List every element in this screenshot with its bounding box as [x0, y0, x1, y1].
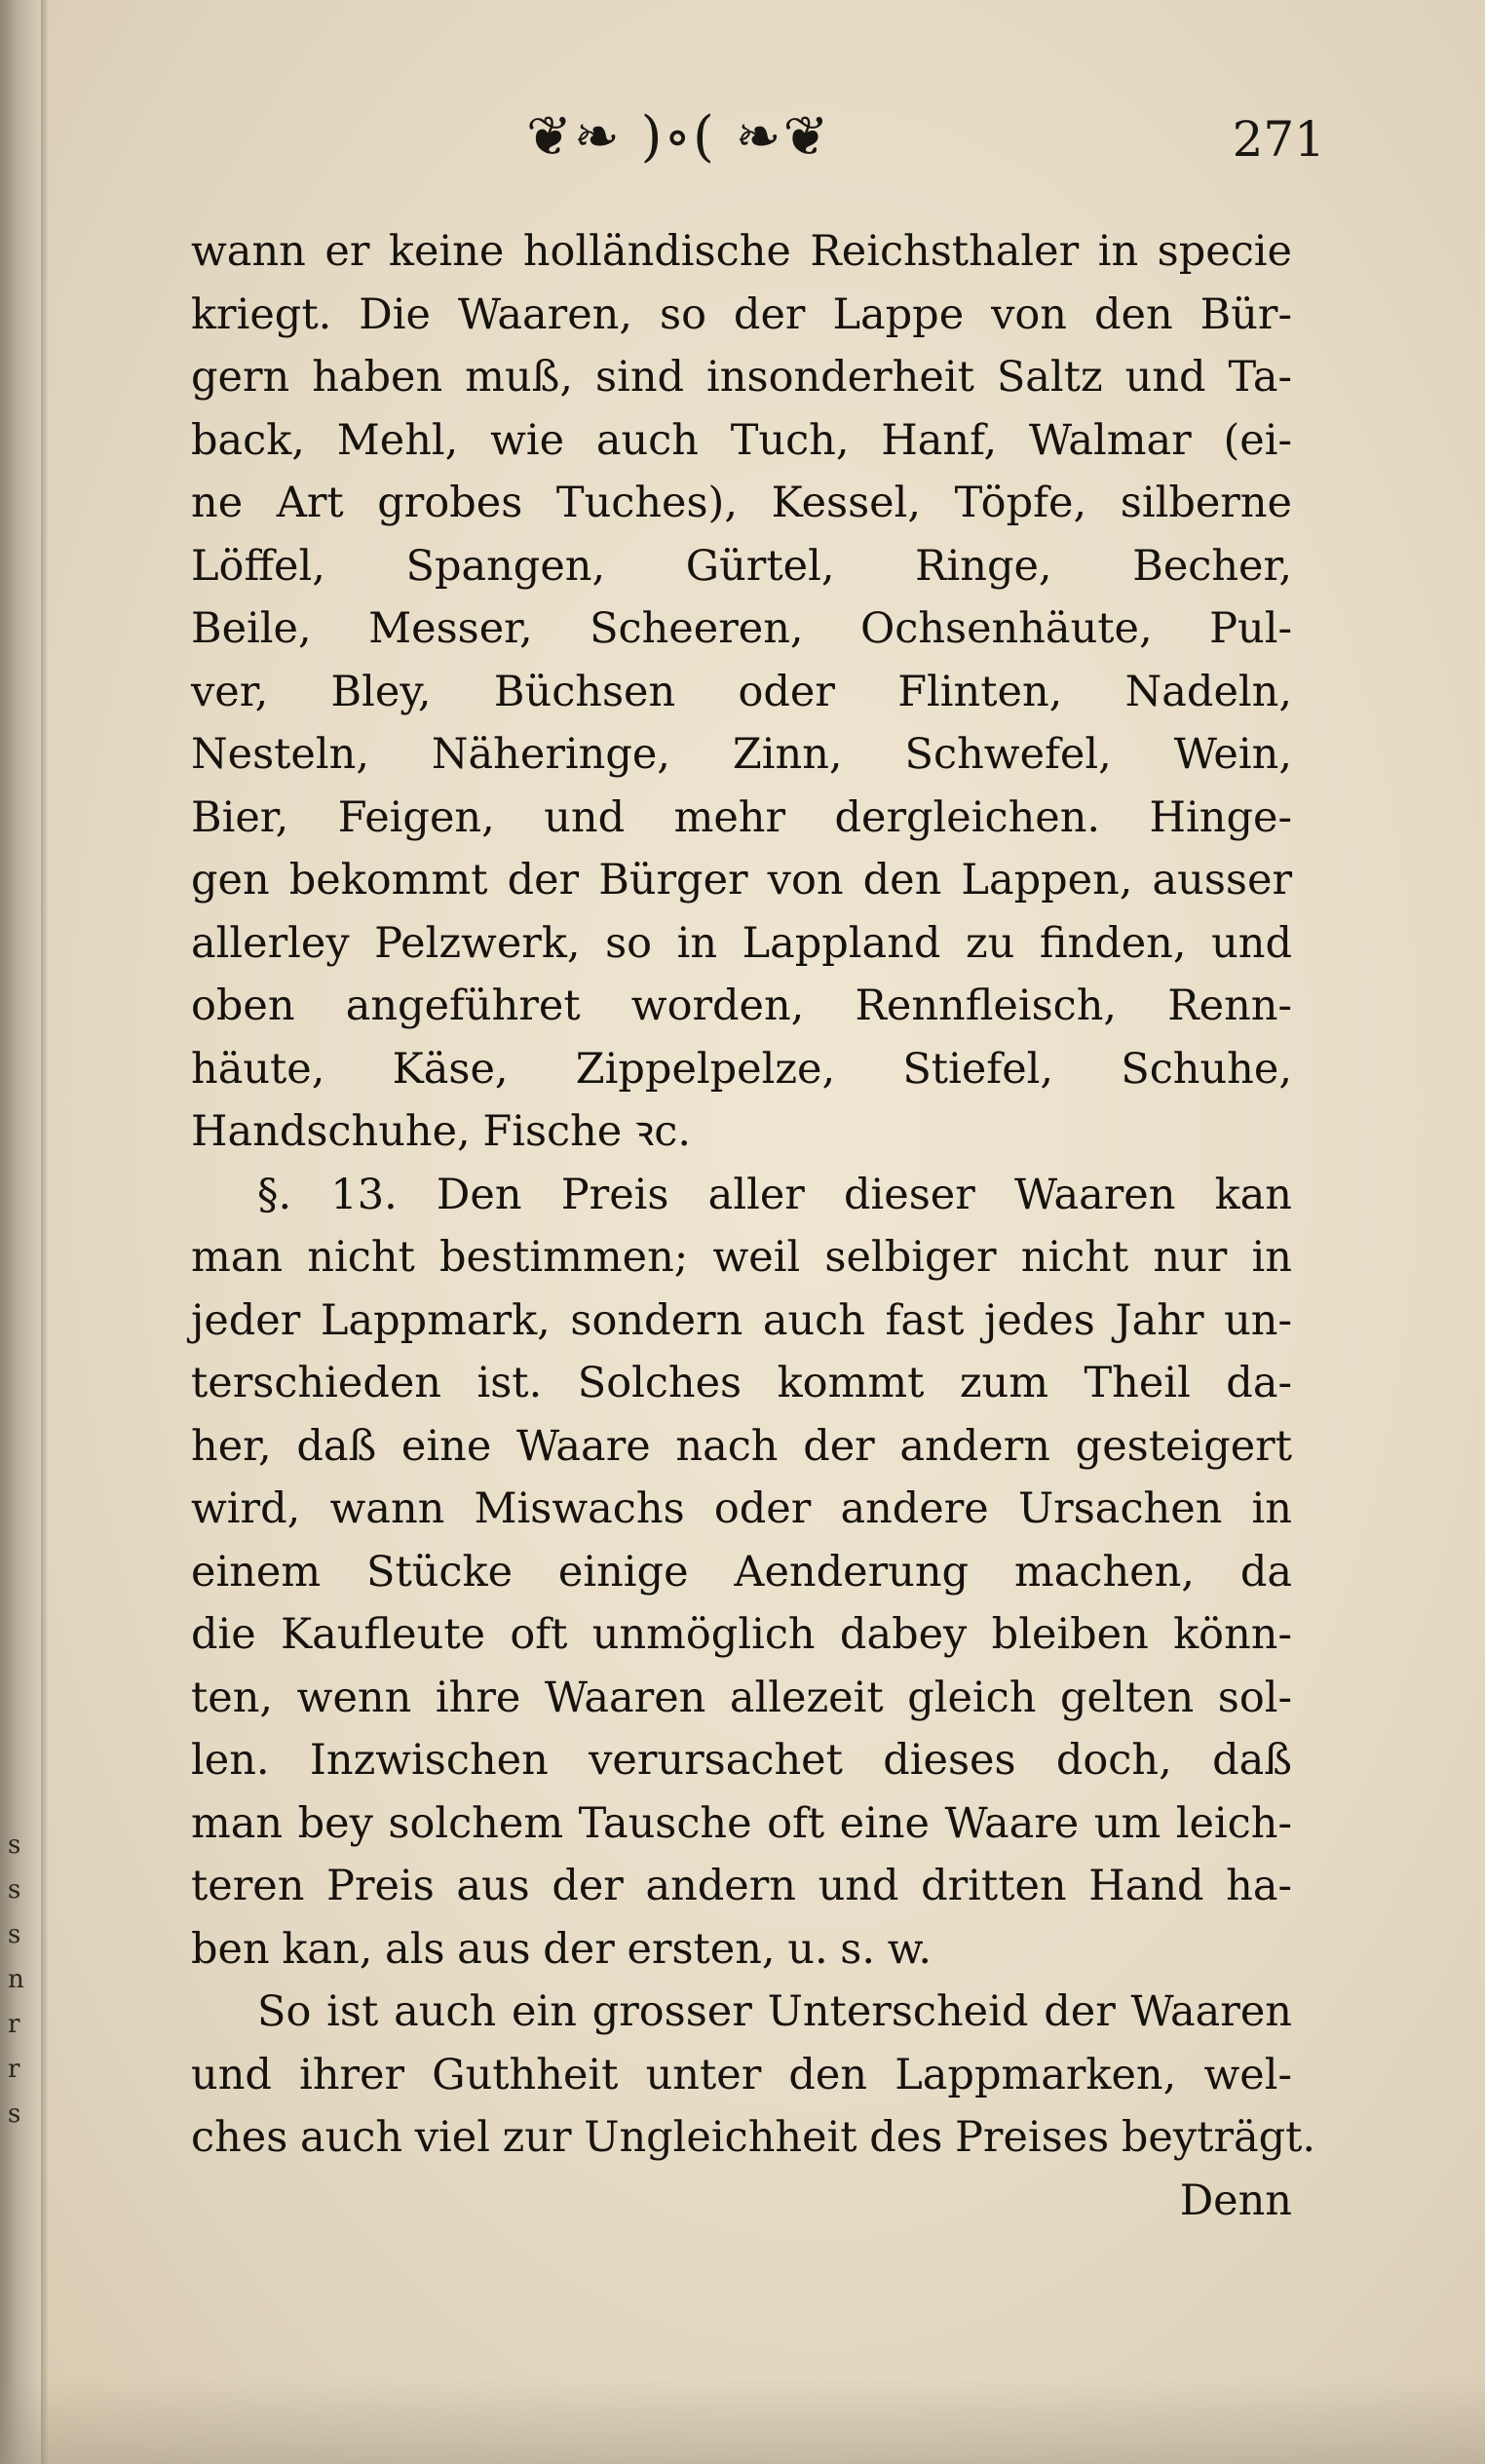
header-ornament: ❦❧ )∘( ❧❦	[526, 105, 831, 169]
text-line: terschieden ist. Solches kommt zum Theil da-	[191, 1359, 1292, 1407]
text-line: ne Art grobes Tuches), Kessel, Töpfe, silberne	[191, 479, 1292, 527]
page-bottom-shadow	[0, 2378, 1485, 2464]
text-line: man bey solchem Tausche oft eine Waare um leich-	[191, 1798, 1292, 1848]
catchword: Denn	[1179, 2175, 1292, 2225]
margin-fragment: s	[8, 2099, 21, 2129]
text-line: gern haben muß, sind insonderheit Saltz und Ta-	[191, 353, 1292, 402]
text-line: ver, Bley, Büchsen oder Flinten, Nadeln,	[191, 667, 1292, 716]
text-line: ten, wenn ihre Waaren allezeit gleich gelten sol-	[191, 1673, 1292, 1722]
section-heading-line: §. 13. Den Preis aller dieser Waaren kan	[257, 1170, 1292, 1219]
running-header	[526, 105, 1325, 183]
facing-page-margin-fragments	[8, 1823, 35, 2137]
margin-fragment: r	[8, 2055, 20, 2084]
text-line: oben angeführet worden, Rennfleisch, Renn-	[191, 982, 1292, 1030]
gutter-shadow	[41, 0, 49, 2464]
text-line: einem Stücke einige Aenderung machen, da	[191, 1547, 1292, 1597]
text-line: Löffel, Spangen, Gürtel, Ringe, Becher,	[191, 541, 1292, 591]
text-line: her, daß eine Waare nach der andern gesteigert	[191, 1421, 1292, 1471]
text-line: ben kan, als aus der ersten, u. s. w.	[191, 1924, 933, 1974]
text-line: die Kaufleute oft unmöglich dabey bleiben könn-	[191, 1610, 1292, 1659]
margin-fragment: r	[8, 2010, 20, 2039]
text-line: len. Inzwischen verursachet dieses doch, daß	[191, 1736, 1292, 1785]
margin-fragment: s	[8, 1920, 21, 1949]
page-number: 271	[1232, 111, 1325, 168]
text-line: häute, Käse, Zippelpelze, Stiefel, Schuhe,	[191, 1044, 1292, 1094]
text-line: teren Preis aus der andern und dritten Hand ha-	[191, 1862, 1292, 1910]
text-line: wird, wann Miswachs oder andere Ursachen in	[191, 1484, 1292, 1533]
text-line: Bier, Feigen, und mehr dergleichen. Hinge-	[191, 792, 1292, 842]
text-line: kriegt. Die Waaren, so der Lappe von den Bür-	[191, 289, 1292, 339]
text-line: und ihrer Guthheit unter den Lappmarken, wel-	[191, 2050, 1292, 2099]
body-text	[191, 220, 1316, 2232]
text-line: Nesteln, Näheringe, Zinn, Schwefel, Wein,	[191, 730, 1292, 779]
text-line: back, Mehl, wie auch Tuch, Hanf, Walmar (ei-	[191, 415, 1292, 465]
text-line: jeder Lappmark, sondern auch fast jedes Jahr un-	[191, 1295, 1292, 1345]
text-line: gen bekommt der Bürger von den Lappen, ausser	[191, 856, 1292, 905]
paragraph-start-line: So ist auch ein grosser Unterscheid der Waaren	[257, 1987, 1292, 2036]
text-line: Beile, Messer, Scheeren, Ochsenhäute, Pul-	[191, 604, 1292, 653]
text-line: ches auch viel zur Ungleichheit des Preises beyträgt.	[191, 2113, 1316, 2162]
margin-fragment: n	[8, 1965, 24, 1994]
text-line: wann er keine holländische Reichsthaler in specie	[191, 227, 1292, 276]
text-line: allerley Pelzwerk, so in Lappland zu finden, und	[191, 918, 1292, 968]
text-line: man nicht bestimmen; weil selbiger nicht nur in	[191, 1233, 1292, 1282]
margin-fragment: s	[8, 1830, 21, 1860]
margin-fragment: s	[8, 1875, 21, 1905]
text-line: Handschuhe, Fische ꝛc.	[191, 1107, 692, 1156]
